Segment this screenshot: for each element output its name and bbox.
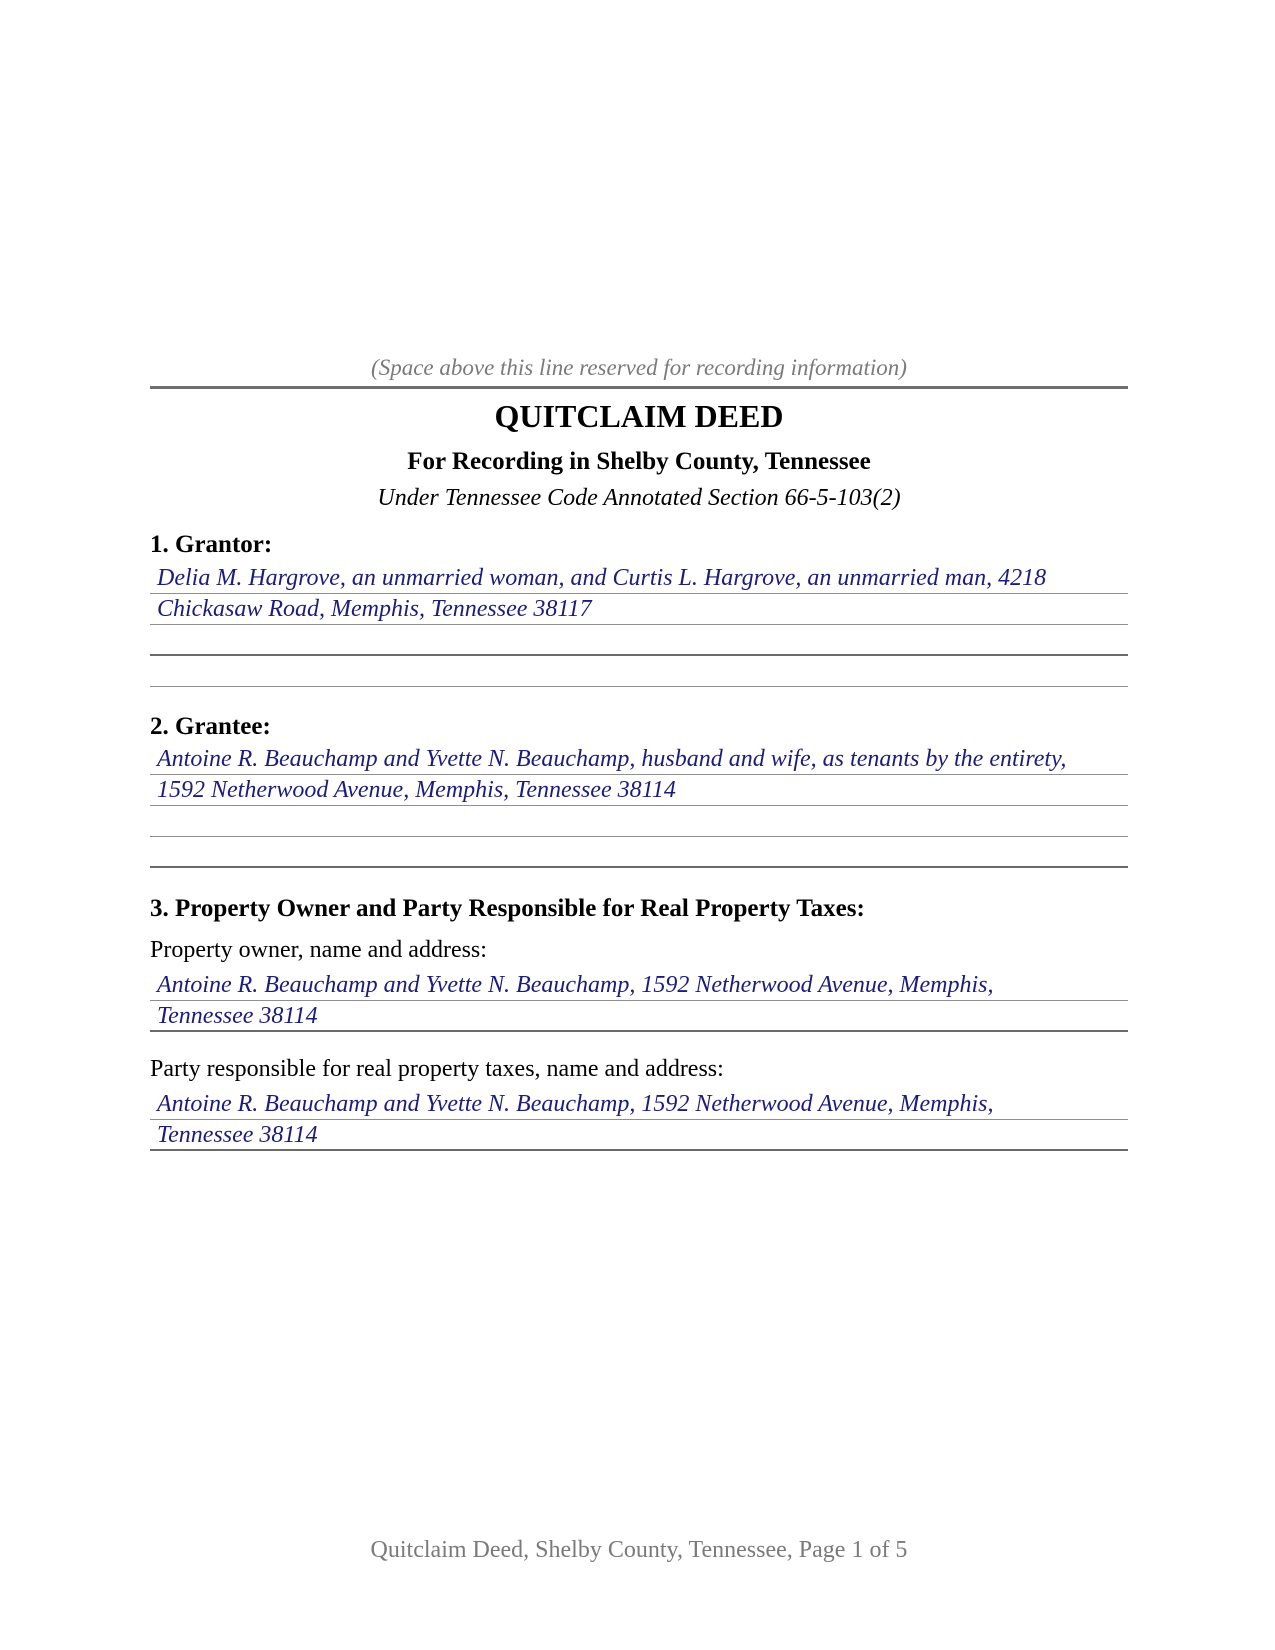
taxpayer-text-2: Tennessee 38114 <box>157 1122 318 1148</box>
grantee-line-4[interactable] <box>150 837 1128 868</box>
owner-text-1: Antoine R. Beauchamp and Yvette N. Beauchamp, 1592 Netherwood Avenue, Memphis, <box>157 972 994 998</box>
owner-text-2: Tennessee 38114 <box>157 1003 318 1029</box>
grantee-text-2: 1592 Netherwood Avenue, Memphis, Tennessee 38114 <box>157 777 676 803</box>
grantor-heading: 1. Grantor: <box>150 531 273 558</box>
owner-label: Property owner, name and address: <box>150 937 487 963</box>
grantor-text-2: Chickasaw Road, Memphis, Tennessee 38117 <box>157 596 592 622</box>
document-title: QUITCLAIM DEED <box>494 398 784 434</box>
taxpayer-label: Party responsible for real property taxes, name and address: <box>150 1056 724 1082</box>
grantee-line-3[interactable] <box>150 806 1128 837</box>
owner-section-heading: 3. Property Owner and Party Responsible for Real Property Taxes: <box>150 895 865 922</box>
grantee-heading: 2. Grantee: <box>150 713 271 740</box>
recording-divider <box>150 386 1128 389</box>
statute-reference: Under Tennessee Code Annotated Section 66-5-103(2) <box>377 485 901 511</box>
grantor-line-3[interactable] <box>150 625 1128 656</box>
grantor-text-1: Delia M. Hargrove, an unmarried woman, and Curtis L. Hargrove, an unmarried man, 4218 <box>157 565 1047 591</box>
taxpayer-text-1: Antoine R. Beauchamp and Yvette N. Beauchamp, 1592 Netherwood Avenue, Memphis, <box>157 1091 994 1117</box>
document-subtitle: For Recording in Shelby County, Tennessee <box>407 448 871 475</box>
grantee-text-1: Antoine R. Beauchamp and Yvette N. Beauchamp, husband and wife, as tenants by the entirety, <box>157 746 1067 772</box>
recording-space-note: (Space above this line reserved for recording information) <box>371 355 907 380</box>
page-footer: Quitclaim Deed, Shelby County, Tennessee, Page 1 of 5 <box>370 1537 908 1563</box>
grantor-line-4[interactable] <box>150 656 1128 687</box>
